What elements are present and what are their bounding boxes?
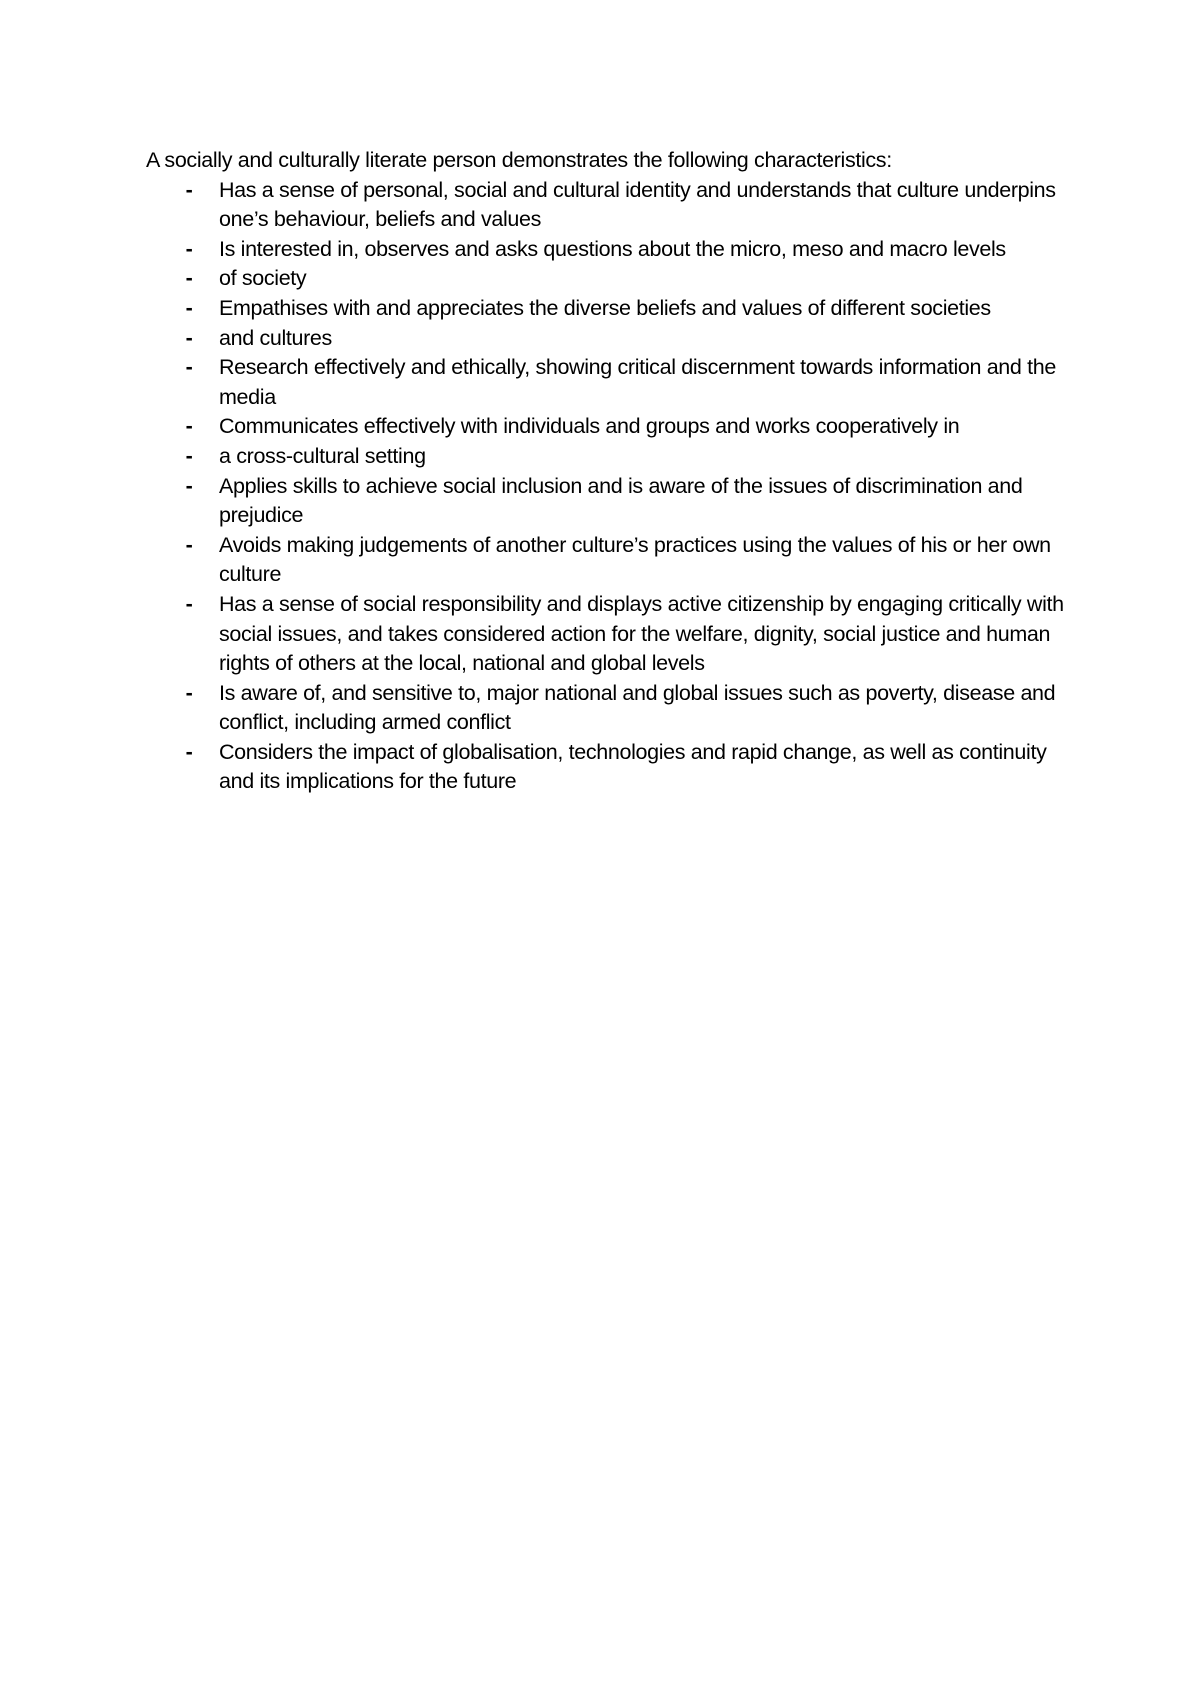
list-item	[146, 324, 1076, 354]
dash-bullet-icon: -	[185, 532, 193, 557]
dash-bullet-icon: -	[185, 414, 193, 439]
list-item	[146, 264, 1076, 294]
list-item	[146, 442, 1076, 472]
list-item	[146, 235, 1076, 265]
dash-bullet-icon: -	[185, 295, 193, 320]
list-item-text: Has a sense of social responsibility and displays active citizenship by engaging critically with social issues, and takes considered action for the welfare, dignity, social justice and human rights of others at the local, national and global levels	[219, 591, 1064, 676]
intro-paragraph: A socially and culturally literate person demonstrates the following characteristics:	[146, 148, 892, 172]
list-item	[146, 412, 1076, 442]
dash-bullet-icon: -	[185, 680, 193, 705]
list-item-text: Is aware of, and sensitive to, major national and global issues such as poverty, disease and conflict, including armed conflict	[219, 680, 1056, 735]
dash-bullet-icon: -	[185, 325, 193, 350]
dash-bullet-icon: -	[185, 739, 193, 764]
document-body	[146, 146, 1076, 797]
list-item	[146, 472, 1076, 531]
list-item	[146, 531, 1076, 590]
dash-bullet-icon: -	[185, 355, 193, 380]
list-item	[146, 679, 1076, 738]
list-item-text: a cross-cultural setting	[219, 443, 426, 468]
dash-bullet-icon: -	[185, 236, 193, 261]
list-item-text: Research effectively and ethically, showing critical discernment towards information and the media	[219, 355, 1056, 409]
characteristics-list	[146, 176, 1076, 797]
dash-bullet-icon: -	[185, 473, 193, 498]
list-item-text: Has a sense of personal, social and cultural identity and understands that culture underpins one’s behaviour, beliefs and values	[219, 177, 1056, 232]
list-item-text: Empathises with and appreciates the diverse beliefs and values of different societies	[219, 295, 991, 320]
list-item-text: Considers the impact of globalisation, technologies and rapid change, as well as continuity and its implications for the future	[219, 739, 1047, 794]
list-item-text: Avoids making judgements of another culture’s practices using the values of his or her own culture	[219, 532, 1051, 587]
dash-bullet-icon: -	[185, 266, 193, 291]
list-item-text: Is interested in, observes and asks questions about the micro, meso and macro levels	[219, 236, 1006, 261]
list-item-text: and cultures	[219, 325, 332, 350]
list-item	[146, 738, 1076, 797]
list-item	[146, 590, 1076, 679]
list-item	[146, 294, 1076, 324]
dash-bullet-icon: -	[185, 177, 193, 202]
list-item	[146, 176, 1076, 235]
list-item-text: Communicates effectively with individuals and groups and works cooperatively in	[219, 414, 960, 439]
list-item	[146, 353, 1076, 412]
dash-bullet-icon: -	[185, 443, 193, 468]
list-item-text: of society	[219, 266, 307, 291]
dash-bullet-icon: -	[185, 591, 193, 616]
list-item-text: Applies skills to achieve social inclusion and is aware of the issues of discrimination and prejudice	[219, 473, 1023, 528]
